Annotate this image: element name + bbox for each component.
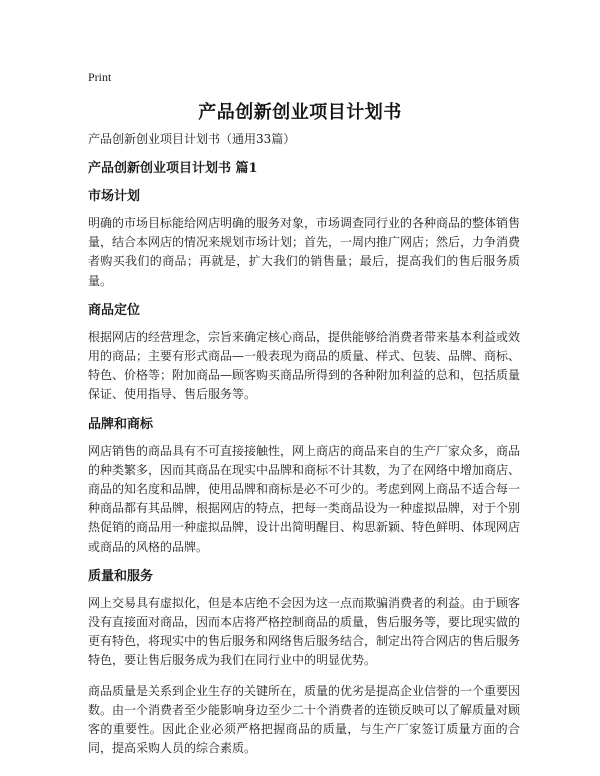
section-paragraph: 明确的市场目标能给网店明确的服务对象，市场调查同行业的各种商品的整体销售量，结合本网店的情况来规划市场计划；首先，一周内推广网店；然后，力争消费者购买我们的商品；再就是，扩大我们的销售量；最后，提高我们的售后服务质量。 bbox=[88, 216, 521, 288]
section-heading: 商品定位 bbox=[88, 302, 141, 318]
section-paragraph: 网上交易具有虚拟化，但是本店绝不会因为这一点而欺骗消费者的利益。由于顾客没有直接面对商品，因而本店将严格控制商品的质量，售后服务等，要比现实做的更有特色，将现实中的售后服务和网络售后服务结合，制定出符合网店的售后服务特色，要让售后服务成为我们在同行业中的明显优势。 bbox=[88, 595, 521, 668]
part-heading: 产品创新创业项目计划书 篇1 bbox=[88, 161, 258, 176]
section-heading: 品牌和商标 bbox=[88, 416, 154, 432]
document-title: 产品创新创业项目计划书 bbox=[198, 102, 402, 123]
section-paragraph: 根据网店的经营理念，宗旨来确定核心商品，提供能够给消费者带来基本利益或效用的商品；主要有形式商品—一般表现为商品的质量、样式、包装、品牌、商标、特色、价格等；附加商品—顾客购买商品所得到的各种附加利益的总和，包括质量保证、使用指导、售后服务等。 bbox=[88, 329, 521, 402]
print-label: Print bbox=[88, 70, 112, 84]
document-subtitle: 产品创新创业项目计划书（通用33篇） bbox=[88, 132, 296, 146]
section-heading: 市场计划 bbox=[88, 189, 141, 204]
section-paragraph: 商品质量是关系到企业生存的关键所在，质量的优劣是提高企业信誉的一个重要因数。由一个消费者至少能影响身边至少二十个消费者的连锁反映可以了解质量对顾客的重要性。因此企业必须严格把握商品的质量，与生产厂家签订质量方面的合同，提高采购人员的综合素质。 bbox=[88, 683, 521, 756]
section-brand-trademark bbox=[88, 416, 520, 557]
section-market-plan bbox=[88, 188, 520, 291]
document-body bbox=[88, 130, 520, 769]
section-product-positioning bbox=[88, 302, 520, 405]
section-heading: 质量和服务 bbox=[88, 568, 154, 584]
section-quality-service bbox=[88, 568, 520, 759]
section-paragraph: 网店销售的商品具有不可直接接触性，网上商店的商品来自的生产厂家众多，商品的种类繁多，因而其商品在现实中品牌和商标不计其数，为了在网络中增加商店、商品的知名度和品牌，使用品牌和商标是必不可少的。考虑到网上商品不适合每一种商品都有其品牌，根据网店的特点，把每一类商品设为一种虚拟品牌，对于个别热促销的商品用一种虚拟品牌，设计出简明醒目、构思新颖、特色鲜明、体现网店或商品的风格的品牌。 bbox=[88, 443, 521, 554]
